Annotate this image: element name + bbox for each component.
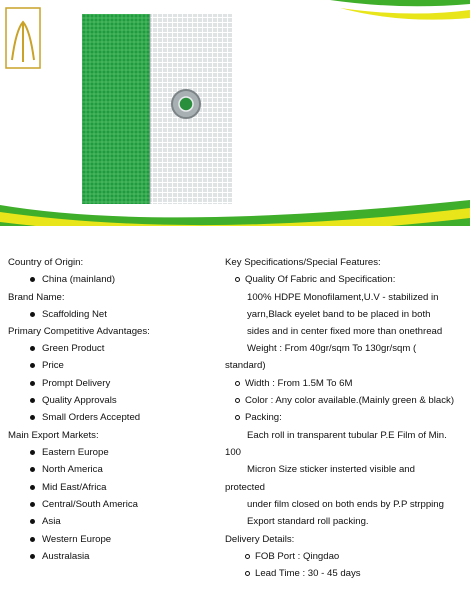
banner-graphic <box>0 0 470 226</box>
spec-line: standard) <box>225 360 266 371</box>
color-label: Color : Any color available.(Mainly green & black) <box>245 392 454 409</box>
list-item: Quality Approvals <box>42 392 117 409</box>
list-item: Small Orders Accepted <box>42 409 140 426</box>
spec-line: yarn,Black eyelet band to be placed in both <box>247 309 431 320</box>
packing-label: Packing: <box>245 409 282 426</box>
list-item: Prompt Delivery <box>42 375 110 392</box>
list-item: Central/South America <box>42 496 138 513</box>
banner-top-yellow <box>340 8 470 20</box>
spec-line: Weight : From 40gr/sqm To 130gr/sqm ( <box>247 343 417 354</box>
scaffolding-net-photo <box>82 14 232 204</box>
packing-line: under film closed on both ends by P.P strpping <box>247 499 444 510</box>
packing-line: protected <box>225 482 266 493</box>
brand-heading: Brand Name: <box>8 292 65 303</box>
spec-line: 100% HDPE Monofilament,U.V - stabilized in <box>247 292 439 303</box>
list-item: China (mainland) <box>42 271 115 288</box>
width-label: Width : From 1.5M To 6M <box>245 375 353 392</box>
list-item: Price <box>42 357 64 374</box>
markets-heading: Main Export Markets: <box>8 430 99 441</box>
quality-label: Quality Of Fabric and Specification: <box>245 271 395 288</box>
list-item: North America <box>42 461 103 478</box>
advantages-heading: Primary Competitive Advantages: <box>8 326 150 337</box>
list-item: Eastern Europe <box>42 444 109 461</box>
delivery-item: Lead Time : 30 - 45 days <box>255 565 361 582</box>
product-banner <box>0 0 470 226</box>
list-item: Asia <box>42 513 61 530</box>
spec-heading: Key Specifications/Special Features: <box>225 257 381 268</box>
list-item: Western Europe <box>42 531 111 548</box>
brand-logo-icon <box>6 8 40 68</box>
country-heading: Country of Origin: <box>8 257 84 268</box>
delivery-item: FOB Port : Qingdao <box>255 548 339 565</box>
list-item: Mid East/Africa <box>42 479 107 496</box>
packing-line: Micron Size sticker insterted visible and <box>247 464 415 475</box>
packing-line: Export standard roll packing. <box>247 516 369 527</box>
delivery-heading: Delivery Details: <box>225 534 295 545</box>
banner-top-green <box>330 0 470 6</box>
spec-line: sides and in center fixed more than onethread <box>247 326 443 337</box>
packing-line: Each roll in transparent tubular P.E Film of Min. <box>247 430 447 441</box>
list-item: Scaffolding Net <box>42 306 107 323</box>
list-item: Green Product <box>42 340 104 357</box>
packing-line: 100 <box>225 447 242 458</box>
list-item: Australasia <box>42 548 89 565</box>
